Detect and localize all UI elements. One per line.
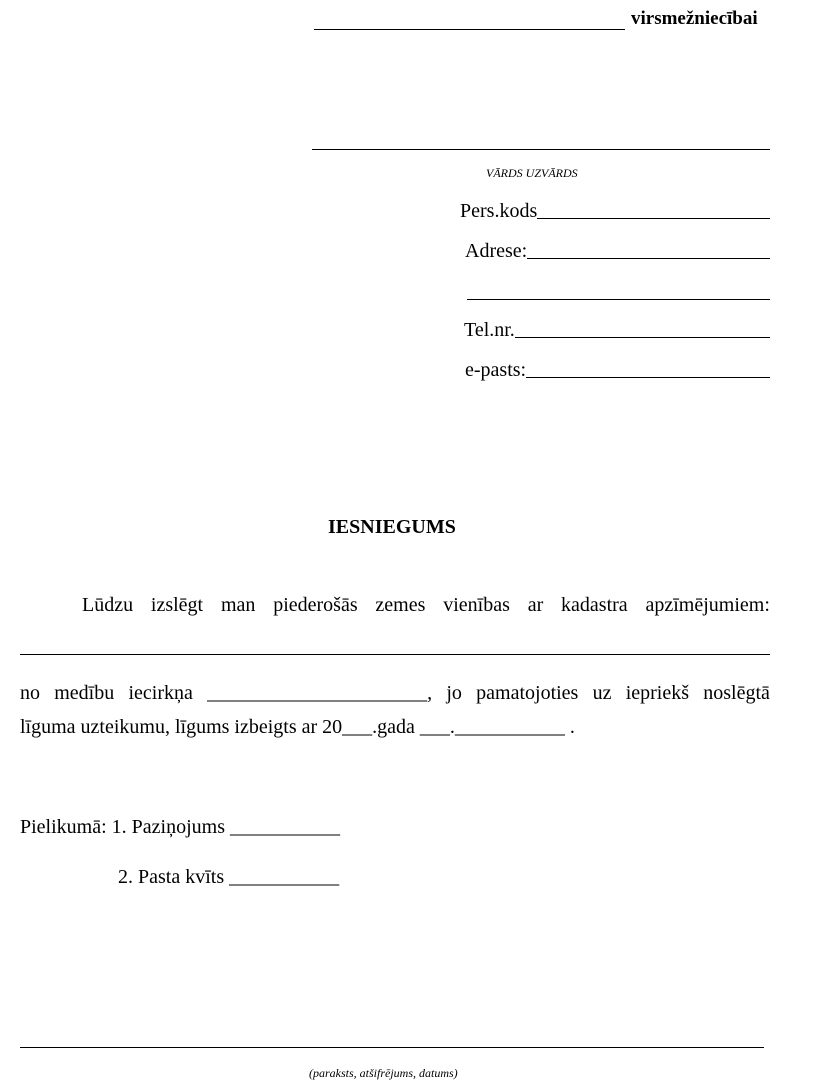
para1-word: Lūdzu [82,594,134,616]
para1-word: kadastra [561,594,628,616]
para2-word: jo [446,682,462,704]
para2-word: noslēgtā [703,682,770,704]
authority-label: virsmežniecībai [631,8,758,29]
hunting-district-paragraph [20,682,770,705]
contract-termination-line[interactable]: līguma uzteikumu, līgums izbeigts ar 20___.gada ___.___________ . [20,716,575,738]
para2-word: no [20,682,40,704]
para1-word: ar [527,594,544,616]
attachment-item-receipt[interactable]: 2. Pasta kvīts ___________ [118,866,340,888]
para1-word: izslēgt [150,594,204,616]
para1-word: zemes [375,594,426,616]
name-blank-line[interactable] [312,149,770,150]
address-blank-line-2[interactable] [467,299,770,300]
name-caption: VĀRDS UZVĀRDS [486,166,578,180]
para2-word: medību [54,682,115,704]
phone-field[interactable] [464,316,770,342]
address-label: Adrese: [465,240,528,262]
hunting-district-blank[interactable]: ______________________, [207,682,433,704]
para2-word: uz [592,682,612,704]
para2-word: iecirkņa [128,682,193,704]
address-blank-line[interactable] [527,258,770,259]
email-blank-line[interactable] [526,377,770,378]
request-paragraph [82,594,770,617]
phone-label: Tel.nr. [464,319,515,341]
para1-word: piederošās [273,594,358,616]
address-field[interactable] [465,237,770,263]
pers-code-field[interactable] [460,197,770,223]
cadastre-blank-line[interactable] [20,654,770,655]
email-field[interactable] [465,356,770,382]
para1-word: apzīmējumiem: [645,594,770,616]
pers-code-label: Pers.kods [460,200,538,222]
para1-word: man [220,594,256,616]
attachment-item-notice[interactable]: Pielikumā: 1. Paziņojums ___________ [20,816,340,838]
para2-word: iepriekš [625,682,690,704]
pers-code-blank-line[interactable] [537,218,770,219]
authority-blank-line[interactable] [314,29,625,30]
para1-word: vienības [443,594,510,616]
para2-word: pamatojoties [476,682,579,704]
signature-caption: (paraksts, atšifrējums, datums) [309,1066,458,1080]
email-label: e-pasts: [465,359,527,381]
document-title: IESNIEGUMS [328,516,456,538]
phone-blank-line[interactable] [515,337,770,338]
signature-blank-line[interactable] [20,1047,764,1048]
